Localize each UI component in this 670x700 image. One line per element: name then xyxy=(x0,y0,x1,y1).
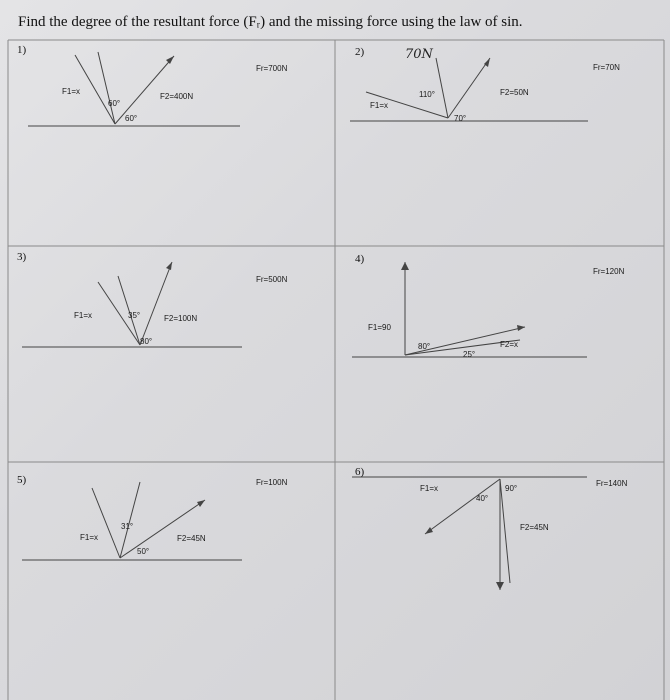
p1-f1-vector xyxy=(75,55,115,124)
p3-f1-label: F1=x xyxy=(74,311,93,320)
p5-f1-vector xyxy=(92,488,120,558)
p2-number: 2) xyxy=(355,46,365,58)
p1-f1-label: F1=x xyxy=(62,87,81,96)
p5-angle-b: 50° xyxy=(137,547,150,556)
p5-f2-label: F2=45N xyxy=(177,534,206,543)
p4-f1-arrowhead xyxy=(401,262,409,270)
p1-angle-a: 60° xyxy=(108,99,121,108)
p1-f2-arrowhead xyxy=(166,56,174,64)
p2-f2-label: F2=50N xyxy=(500,88,529,97)
p5-angle-a: 31° xyxy=(121,522,134,531)
p6-f1-arrowhead xyxy=(425,527,433,534)
p1-fr-vector xyxy=(98,52,115,124)
p4-f2-arrowhead xyxy=(517,325,525,331)
p3-number: 3) xyxy=(17,251,27,263)
p1-f2-vector xyxy=(115,56,174,124)
p5-f1-label: F1=x xyxy=(80,533,99,542)
p4-resultant-label: Fr=120N xyxy=(593,267,625,276)
p1-number: 1) xyxy=(17,44,27,56)
p2-f1-label: F1=x xyxy=(370,101,389,110)
p6-angle-b: 90° xyxy=(505,484,518,493)
p1-f2-label: F2=400N xyxy=(160,92,194,101)
p3-f2-label: F2=100N xyxy=(164,314,198,323)
p3-f2-arrowhead xyxy=(166,262,172,270)
p3-resultant-label: Fr=500N xyxy=(256,275,288,284)
p3-f2-vector xyxy=(140,262,172,345)
p2-angle-a: 110° xyxy=(419,90,435,99)
p4-f1-label: F1=90 xyxy=(368,323,391,332)
p4-number: 4) xyxy=(355,253,365,265)
p6-angle-a: 40° xyxy=(476,494,489,503)
p2-angle-b: 70° xyxy=(454,114,467,123)
p2-fr-vector xyxy=(436,58,448,118)
p2-resultant-label: Fr=70N xyxy=(593,63,620,72)
p4-angle-a: 80° xyxy=(418,342,431,351)
p6-f2-label: F2=45N xyxy=(520,523,549,532)
p6-number: 6) xyxy=(355,466,365,478)
p1-resultant-label: Fr=700N xyxy=(256,64,288,73)
p6-f1-label: F1=x xyxy=(420,484,439,493)
p5-resultant-label: Fr=100N xyxy=(256,478,288,487)
p6-resultant-label: Fr=140N xyxy=(596,479,628,488)
p3-angle-b: 80° xyxy=(140,337,153,346)
p5-f2-arrowhead xyxy=(197,500,205,507)
instructions-heading: Find the degree of the resultant force (Fᵣ) and the missing force using the law of sin. xyxy=(18,14,523,30)
p1-angle-b: 60° xyxy=(125,114,138,123)
p2-handwritten-note: 70N xyxy=(405,47,433,62)
p6-fr-vector xyxy=(500,479,510,583)
p4-f2-label: F2=x xyxy=(500,340,519,349)
p3-angle-a: 35° xyxy=(128,311,141,320)
p4-angle-b: 25° xyxy=(463,350,476,359)
p5-number: 5) xyxy=(17,474,27,486)
p2-f2-vector xyxy=(448,58,490,118)
p6-f2-arrowhead xyxy=(496,582,504,590)
